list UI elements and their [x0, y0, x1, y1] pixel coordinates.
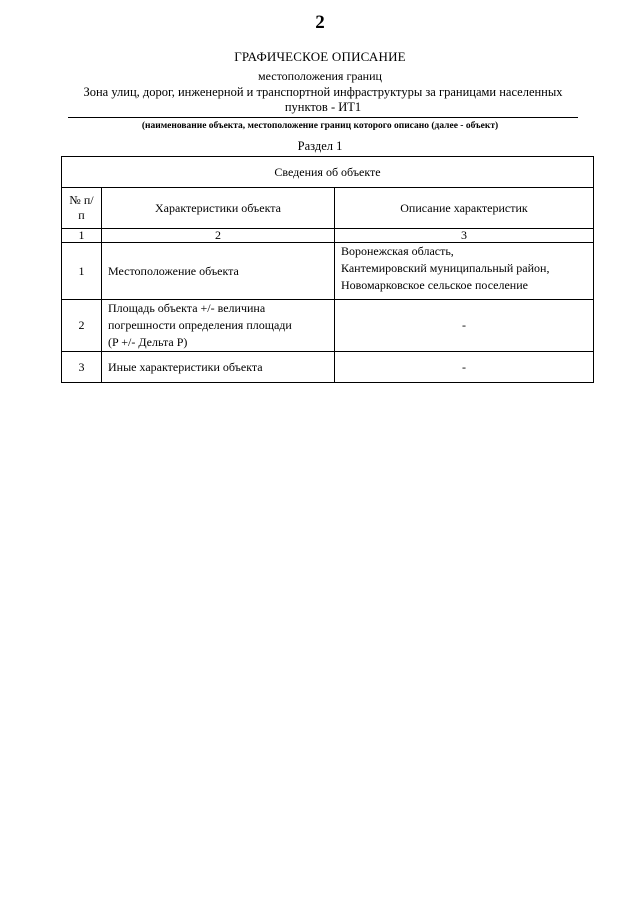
- characteristic-line: погрешности определения площади: [108, 318, 292, 332]
- table-row: [62, 352, 594, 383]
- section-title: Раздел 1: [297, 139, 343, 153]
- description-line: Воронежская область,: [341, 244, 454, 258]
- description-line: Кантемировский муниципальный район,: [341, 261, 550, 275]
- column-headers-row: [62, 188, 594, 229]
- column-numbers-row: [62, 229, 594, 243]
- table-header-row: [62, 157, 594, 188]
- document-title: ГРАФИЧЕСКОЕ ОПИСАНИЕ: [234, 49, 406, 64]
- table-row: [62, 243, 594, 300]
- document-subtitle: местоположения границ: [258, 69, 382, 83]
- column-header-number: № п/п: [62, 188, 102, 229]
- table-row: [62, 300, 594, 352]
- table-header: Сведения об объекте: [62, 157, 594, 188]
- description-line: Новомарковское сельское поселение: [341, 278, 528, 292]
- object-name: Зона улиц, дорог, инженерной и транспортной инфраструктуры за границами населенных пунктов - ИТ1: [83, 85, 563, 114]
- object-info-table: [61, 156, 594, 383]
- characteristic-line: (P +/- Дельта P): [108, 335, 188, 349]
- row-characteristic: Иные характеристики объекта: [102, 352, 335, 383]
- row-characteristic: [102, 300, 335, 352]
- row-number: 2: [62, 300, 102, 352]
- row-number: 3: [62, 352, 102, 383]
- characteristic-line: Площадь объекта +/- величина: [108, 301, 266, 315]
- column-number-3: 3: [335, 229, 594, 243]
- object-name-underline: [68, 117, 578, 118]
- row-description: -: [335, 300, 594, 352]
- row-number: 1: [62, 243, 102, 300]
- column-header-characteristic: Характеристики объекта: [102, 188, 335, 229]
- object-name-caption: (наименование объекта, местоположение границ которого описано (далее - объект): [141, 121, 499, 131]
- row-description: [335, 243, 594, 300]
- row-characteristic: Местоположение объекта: [102, 243, 335, 300]
- column-number-1: 1: [62, 229, 102, 243]
- page-number: 2: [315, 12, 325, 33]
- column-number-2: 2: [102, 229, 335, 243]
- row-description: -: [335, 352, 594, 383]
- column-header-description: Описание характеристик: [335, 188, 594, 229]
